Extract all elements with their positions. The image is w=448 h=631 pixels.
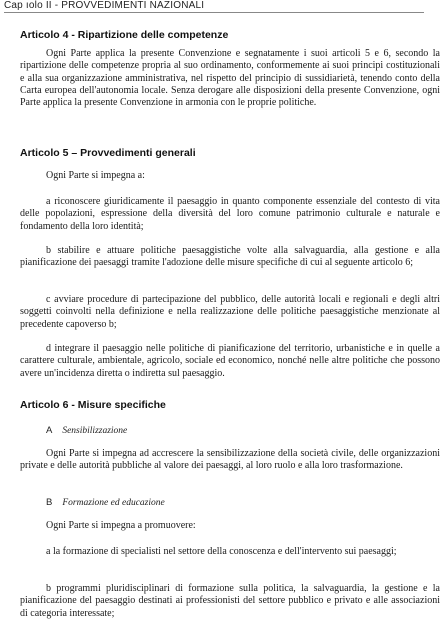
- subsection-a-heading: A Sensibilizzazione: [46, 425, 128, 436]
- article-4-paragraph: Ogni Parte applica la presente Convenzione e segnatamente i suoi articoli 5 e 6, secondo la ripartizione delle competenze propria al suo ordinamento, conformemente ai suoi principi costituzionali e alla sua organizzazione amministrativa, nel rispetto del principio di sussidiarietà, tenendo conto della Carta europea dell'autonomia locale. Senza derogare alle disposizioni della presente Convenzione, ogni Parte applica la presente Convenzione in armonia con le proprie politiche.: [20, 48, 440, 109]
- subsection-b-point-b: b programmi pluridisciplinari di formazione sulla politica, la salvaguardia, la gestione e la pianificazione del paesaggio destinati ai professionisti del settore pubblico e privato e alle associazioni di categoria interessate;: [20, 583, 440, 619]
- chapter-title: Cap ıolo II - PROVVEDIMENTI NAZIONALI: [4, 0, 424, 13]
- article-5-intro: Ogni Parte si impegna a:: [46, 170, 145, 181]
- subsection-b-heading: B Formazione ed educazione: [46, 497, 165, 508]
- article-5-heading: Articolo 5 – Provvedimenti generali: [20, 147, 196, 159]
- article-5-point-b: b stabilire e attuare politiche paesaggistiche volte alla salvaguardia, alla gestione e alla pianificazione dei paesaggi tramite l'adozione delle misure specifiche di cui al seguente articolo 6;: [20, 245, 440, 269]
- subsection-b-intro: Ogni Parte si impegna a promuovere:: [46, 520, 196, 531]
- article-6-heading: Articolo 6 - Misure specifiche: [20, 399, 166, 411]
- article-5-point-c: c avviare procedure di partecipazione del pubblico, delle autorità locali e regionali e degli altri soggetti coinvolti nella definizione e nella realizzazione delle politiche paesaggistiche menzionate al precedente capoverso b;: [20, 294, 440, 330]
- article-5-point-a: a riconoscere giuridicamente il paesaggio in quanto componente essenziale del contesto di vita delle popolazioni, espressione della diversità del loro comune patrimonio culturale e naturale e fondamento della loro identità;: [20, 196, 440, 232]
- article-4-heading: Articolo 4 - Ripartizione delle competenze: [20, 29, 229, 41]
- subsection-a-paragraph: Ogni Parte si impegna ad accrescere la sensibilizzazione della società civile, delle organizzazioni private e delle autorità pubbliche al valore dei paesaggi, al loro ruolo e alla loro trasformazione.: [20, 448, 440, 472]
- article-5-point-d: d integrare il paesaggio nelle politiche di pianificazione del territorio, urbanistiche e in quelle a carattere culturale, ambientale, agricolo, sociale ed economico, nonché nelle altre politiche che possono avere un'incidenza diretta o indiretta sul paesaggio.: [20, 343, 440, 379]
- subsection-b-point-a: a la formazione di specialisti nel settore della conoscenza e dell'intervento sui paesaggi;: [46, 546, 397, 557]
